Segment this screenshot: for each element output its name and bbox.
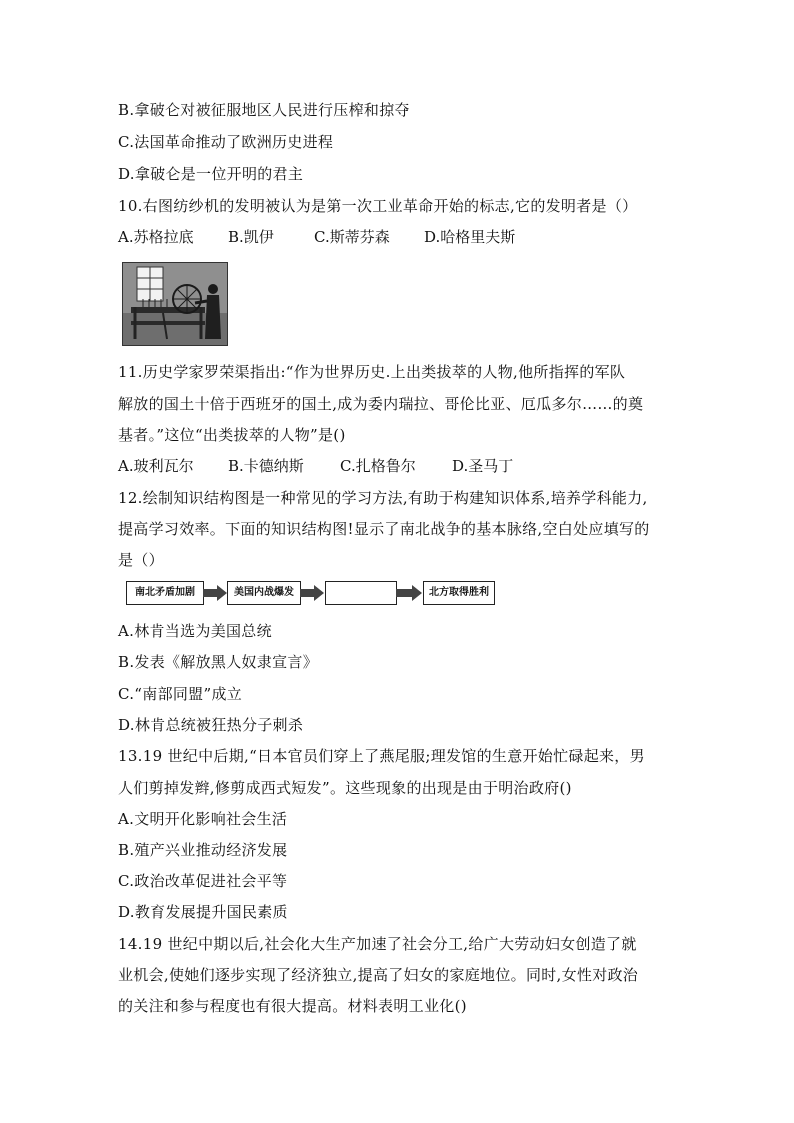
- arrow-right-icon: [203, 585, 227, 601]
- q12-stem-line-1: 12.绘制知识结构图是一种常见的学习方法,有助于构建知识体系,培养学科能力,: [118, 489, 648, 507]
- q12-stem-line-3: 是（）: [118, 551, 164, 569]
- q13-option-b: B.殖产兴业推动经济发展: [118, 841, 288, 859]
- q10-option-c: C.斯蒂芬森: [314, 228, 390, 246]
- arrow-right-icon: [396, 585, 422, 601]
- q11-option-b: B.卡德纳斯: [228, 457, 304, 475]
- q14-stem-line-3: 的关注和参与程度也有很大提高。材料表明工业化(): [118, 997, 467, 1015]
- flow-box-2: 美国内战爆发: [227, 581, 301, 605]
- q10-option-d: D.哈格里夫斯: [424, 228, 516, 246]
- q11-option-c: C.扎格鲁尔: [340, 457, 416, 475]
- q12-option-d: D.林肯总统被狂热分子刺杀: [118, 716, 304, 734]
- flow-box-1: 南北矛盾加剧: [126, 581, 204, 605]
- q10-option-a: A.苏格拉底: [118, 228, 194, 246]
- q11-option-d: D.圣马丁: [452, 457, 514, 475]
- flow-box-blank: [325, 581, 397, 605]
- q9-option-c: C.法国革命推动了欧洲历史进程: [118, 133, 334, 151]
- q12-option-c: C.“南部同盟”成立: [118, 685, 243, 703]
- q12-option-a: A.林肯当选为美国总统: [118, 622, 272, 640]
- q12-stem-line-2: 提高学习效率。下面的知识结构图!显示了南北战争的基本脉络,空白处应填写的: [118, 520, 650, 538]
- q11-option-a: A.玻利瓦尔: [118, 457, 194, 475]
- q13-option-c: C.政治改革促进社会平等: [118, 872, 288, 890]
- q11-stem-line-2: 解放的国土十倍于西班牙的国土,成为委内瑞拉、哥伦比亚、厄瓜多尔……的奠: [118, 395, 644, 413]
- q14-stem-line-1: 14.19 世纪中期以后,社会化大生产加速了社会分工,给广大劳动妇女创造了就: [118, 935, 637, 953]
- flow-box-4: 北方取得胜利: [423, 581, 495, 605]
- arrow-right-icon: [300, 585, 324, 601]
- spinning-jenny-icon: [123, 263, 227, 345]
- q9-option-b: B.拿破仑对被征服地区人民进行压榨和掠夺: [118, 101, 410, 119]
- q11-stem-line-1: 11.历史学家罗荣渠指出:“作为世界历史.上出类拔萃的人物,他所指挥的军队: [118, 363, 626, 381]
- q13-stem-line-2: 人们剪掉发辫,修剪成西式短发”。这些现象的出现是由于明治政府(): [118, 779, 572, 797]
- q11-stem-line-3: 基者。”这位“出类拔萃的人物”是(): [118, 426, 346, 444]
- q13-option-a: A.文明开化影响社会生活: [118, 810, 288, 828]
- q10-option-b: B.凯伊: [228, 228, 274, 246]
- q12-option-b: B.发表《解放黑人奴隶宣言》: [118, 653, 318, 671]
- q13-stem-line-1: 13.19 世纪中后期,“日本官员们穿上了燕尾服;理发馆的生意开始忙碌起来，男: [118, 747, 645, 765]
- q10-stem: 10.右图纺纱机的发明被认为是第一次工业革命开始的标志,它的发明者是（）: [118, 197, 638, 215]
- knowledge-flow-chart: [126, 581, 526, 607]
- spinning-jenny-image: [122, 262, 228, 346]
- q9-option-d: D.拿破仑是一位开明的君主: [118, 165, 304, 183]
- q13-option-d: D.教育发展提升国民素质: [118, 903, 288, 921]
- q14-stem-line-2: 业机会,使她们逐步实现了经济独立,提高了妇女的家庭地位。同时,女性对政治: [118, 966, 639, 984]
